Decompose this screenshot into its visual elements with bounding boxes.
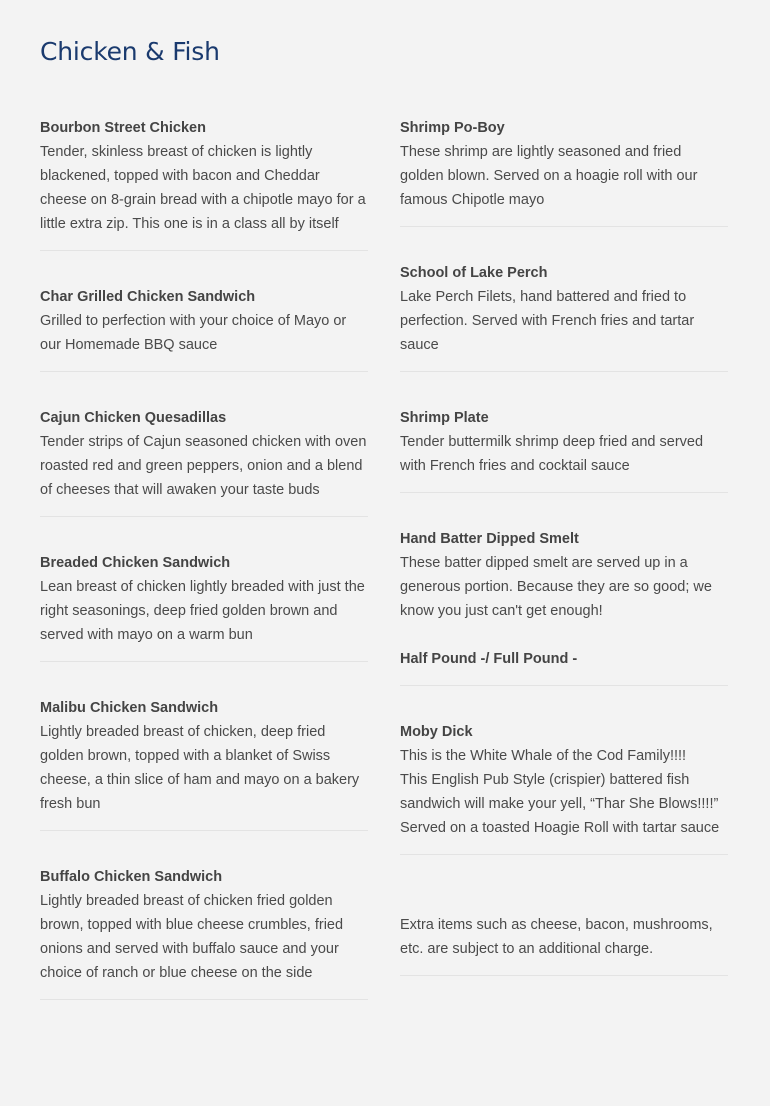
menu-item — [400, 406, 728, 493]
menu-item — [40, 285, 368, 372]
menu-item-description: Lightly breaded breast of chicken fried golden brown, topped with blue cheese crumbles, fried onions and served with buffalo sauce and your choice of ranch or blue cheese on the side — [40, 893, 344, 981]
menu-item-description: Lake Perch Filets, hand battered and fried to perfection. Served with French fries and tartar sauce — [400, 289, 695, 353]
menu-item-name: Bourbon Street Chicken — [40, 120, 206, 136]
menu-item-name: Breaded Chicken Sandwich — [40, 555, 231, 571]
note-spacer — [400, 889, 728, 913]
menu-item — [400, 261, 728, 372]
menu-item-name: Hand Batter Dipped Smelt — [400, 531, 579, 547]
menu-item-description: Tender strips of Cajun seasoned chicken with oven roasted red and green peppers, onion and a blend of cheeses that will awaken your taste buds — [40, 434, 367, 498]
menu-item-description — [400, 744, 728, 840]
menu-item — [400, 116, 728, 227]
menu-item-name: Shrimp Po-Boy — [400, 120, 505, 136]
menu-column-right — [400, 116, 728, 1010]
menu-item-description: These batter dipped smelt are served up in a generous portion. Because they are so good; we know you just can't get enough! — [400, 555, 712, 619]
menu-item — [40, 696, 368, 831]
menu-item-description-line: This is the White Whale of the Cod Family!!!! — [400, 748, 687, 764]
additional-charge-note — [400, 889, 728, 976]
menu-item-name: Cajun Chicken Quesadillas — [40, 410, 227, 426]
menu-column-left — [40, 116, 368, 1034]
menu-item-name: Moby Dick — [400, 724, 473, 740]
menu-item-description: Grilled to perfection with your choice of Mayo or our Homemade BBQ sauce — [40, 313, 347, 353]
menu-item-description: Tender buttermilk shrimp deep fried and served with French fries and cocktail sauce — [400, 434, 704, 474]
page-title: Chicken & Fish — [40, 37, 220, 66]
menu-item — [40, 406, 368, 517]
note-text: Extra items such as cheese, bacon, mushrooms, etc. are subject to an additional charge. — [400, 917, 713, 957]
menu-item-name: Buffalo Chicken Sandwich — [40, 869, 223, 885]
menu-item-description: Lightly breaded breast of chicken, deep fried golden brown, topped with a blanket of Swiss cheese, a thin slice of ham and mayo on a bakery fresh bun — [40, 724, 360, 812]
menu-item — [40, 865, 368, 1000]
menu-item-name: School of Lake Perch — [400, 265, 548, 281]
menu-item-description-line: This English Pub Style (crispier) battered fish sandwich will make your yell, “Thar She Blows!!!!” — [400, 772, 719, 812]
menu-item — [40, 116, 368, 251]
menu-item-price: Half Pound -/ Full Pound - — [400, 651, 578, 667]
menu-item — [400, 720, 728, 855]
menu-item-description-line: Served on a toasted Hoagie Roll with tartar sauce — [400, 820, 720, 836]
menu-item-description: Tender, skinless breast of chicken is lightly blackened, topped with bacon and Cheddar cheese on 8-grain bread with a chipotle mayo for a little extra zip. This one is in a class all by itself — [40, 144, 366, 232]
menu-item — [400, 527, 728, 686]
menu-item-name: Malibu Chicken Sandwich — [40, 700, 219, 716]
menu-item — [40, 551, 368, 662]
menu-item-description: These shrimp are lightly seasoned and fried golden blown. Served on a hoagie roll with our famous Chipotle mayo — [400, 144, 698, 208]
menu-item-name: Char Grilled Chicken Sandwich — [40, 289, 256, 305]
menu-item-description: Lean breast of chicken lightly breaded with just the right seasonings, deep fried golden brown and served with mayo on a warm bun — [40, 579, 365, 643]
menu-item-name: Shrimp Plate — [400, 410, 489, 426]
